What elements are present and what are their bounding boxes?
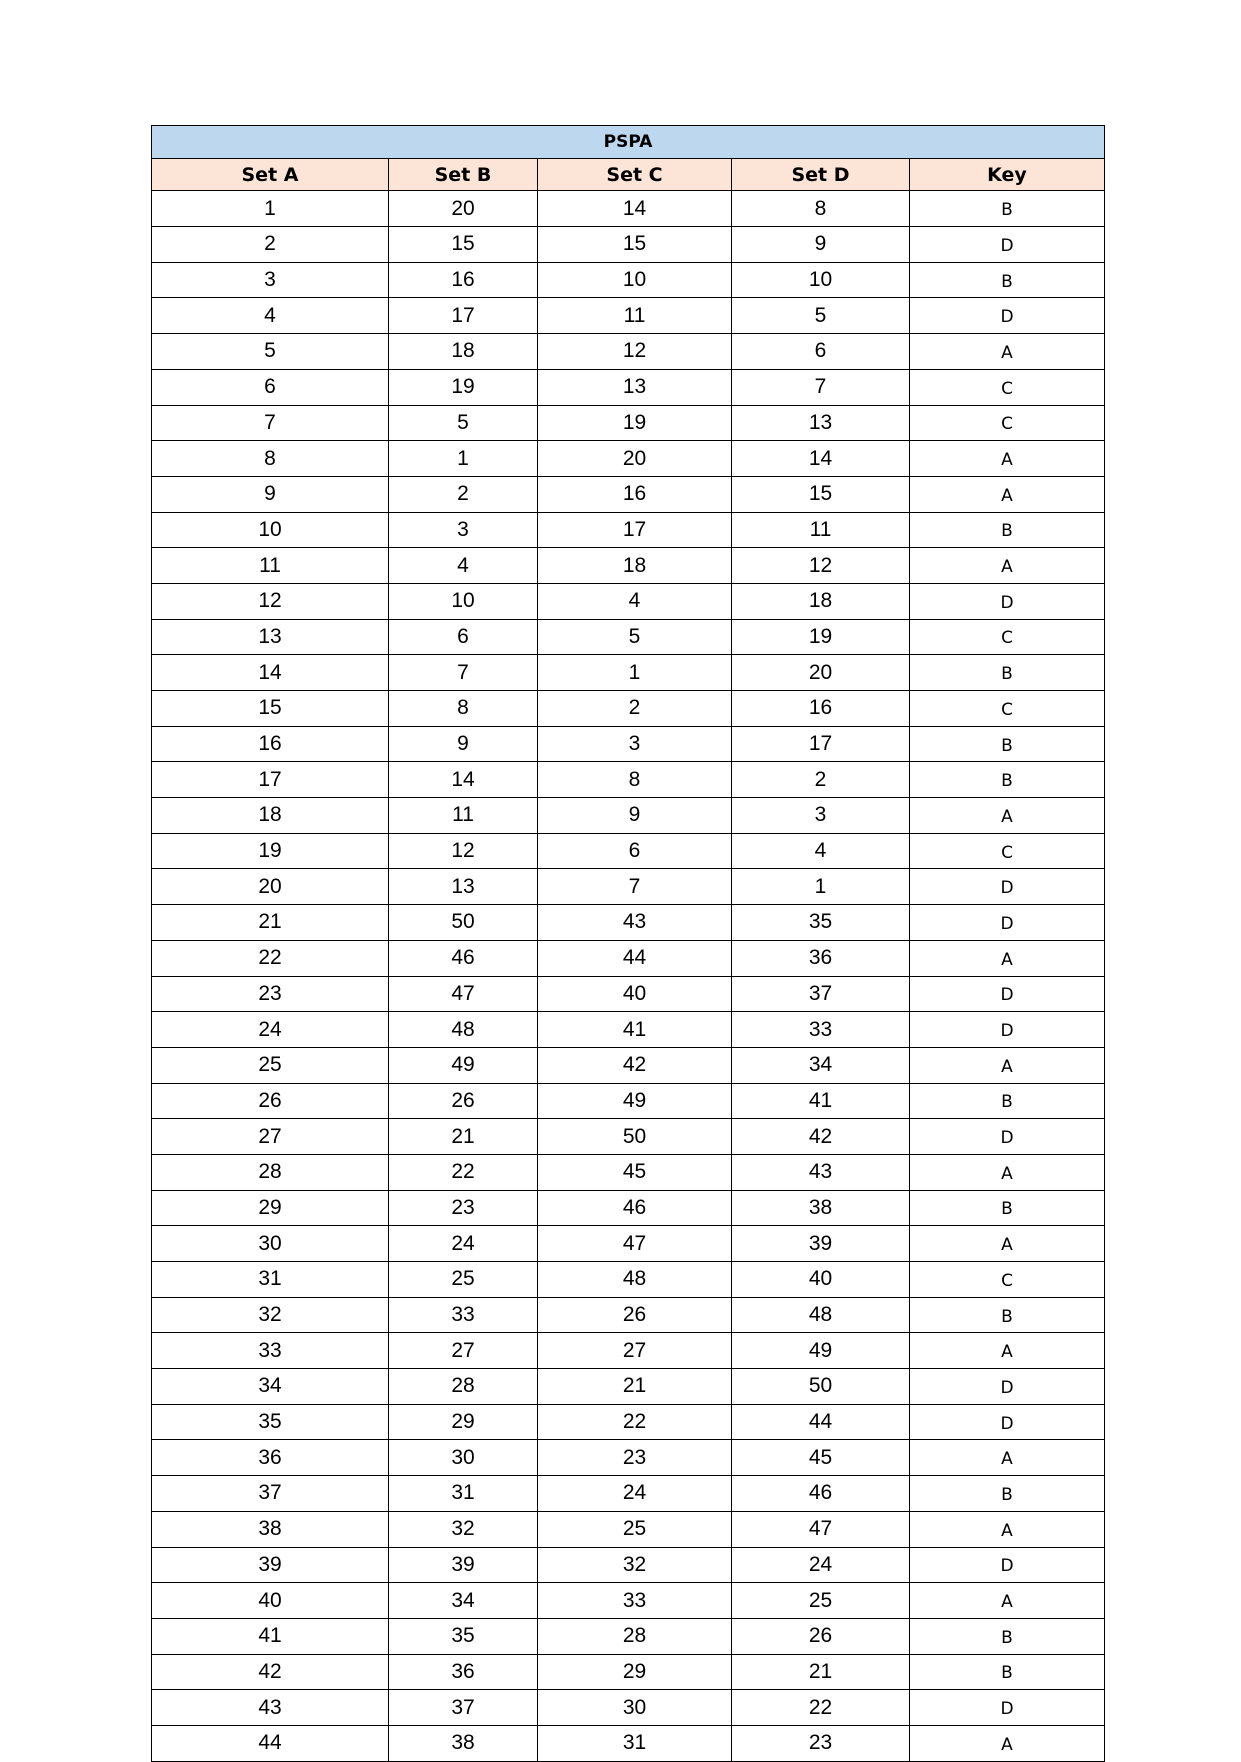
key-cell: C	[910, 619, 1105, 655]
table-row	[152, 1226, 1105, 1262]
table-row	[152, 762, 1105, 798]
set-d-cell: 35	[732, 905, 910, 941]
table-row	[152, 1047, 1105, 1083]
key-cell: C	[910, 405, 1105, 441]
table-row	[152, 1690, 1105, 1726]
set-a-cell: 5	[152, 334, 389, 370]
set-b-cell: 14	[389, 762, 538, 798]
set-c-cell: 18	[538, 548, 732, 584]
set-c-cell: 45	[538, 1154, 732, 1190]
set-a-cell: 37	[152, 1476, 389, 1512]
set-b-cell: 16	[389, 262, 538, 298]
table-row	[152, 405, 1105, 441]
table-row	[152, 1583, 1105, 1619]
set-a-cell: 6	[152, 369, 389, 405]
set-a-cell: 43	[152, 1690, 389, 1726]
set-b-cell: 26	[389, 1083, 538, 1119]
key-cell: B	[910, 1190, 1105, 1226]
set-d-cell: 41	[732, 1083, 910, 1119]
key-cell: D	[910, 298, 1105, 334]
table-row	[152, 1547, 1105, 1583]
key-cell: B	[910, 1654, 1105, 1690]
set-a-cell: 41	[152, 1618, 389, 1654]
key-cell: B	[910, 655, 1105, 691]
table-row	[152, 976, 1105, 1012]
title-row	[152, 126, 1105, 159]
set-c-cell: 46	[538, 1190, 732, 1226]
set-b-cell: 49	[389, 1047, 538, 1083]
set-d-cell: 34	[732, 1047, 910, 1083]
set-b-cell: 22	[389, 1154, 538, 1190]
set-a-cell: 9	[152, 476, 389, 512]
set-c-cell: 20	[538, 441, 732, 477]
table-row	[152, 1654, 1105, 1690]
set-b-cell: 27	[389, 1333, 538, 1369]
set-d-cell: 16	[732, 691, 910, 727]
set-d-cell: 9	[732, 227, 910, 263]
key-cell: A	[910, 1226, 1105, 1262]
key-cell: C	[910, 369, 1105, 405]
set-b-cell: 33	[389, 1297, 538, 1333]
key-cell: D	[910, 1404, 1105, 1440]
table-row	[152, 1297, 1105, 1333]
set-d-cell: 36	[732, 940, 910, 976]
table-row	[152, 726, 1105, 762]
set-b-cell: 46	[389, 940, 538, 976]
set-d-cell: 25	[732, 1583, 910, 1619]
set-c-cell: 31	[538, 1725, 732, 1761]
column-header-set-a: Set A	[152, 158, 389, 191]
set-c-cell: 11	[538, 298, 732, 334]
set-a-cell: 34	[152, 1369, 389, 1405]
key-cell: B	[910, 762, 1105, 798]
set-a-cell: 15	[152, 691, 389, 727]
set-c-cell: 48	[538, 1262, 732, 1298]
set-b-cell: 31	[389, 1476, 538, 1512]
set-b-cell: 6	[389, 619, 538, 655]
set-c-cell: 47	[538, 1226, 732, 1262]
table-row	[152, 905, 1105, 941]
table-row	[152, 583, 1105, 619]
key-cell: A	[910, 1333, 1105, 1369]
key-cell: B	[910, 1083, 1105, 1119]
set-b-cell: 32	[389, 1511, 538, 1547]
set-c-cell: 6	[538, 833, 732, 869]
table-row	[152, 940, 1105, 976]
table-row	[152, 1012, 1105, 1048]
set-c-cell: 44	[538, 940, 732, 976]
set-a-cell: 12	[152, 583, 389, 619]
set-b-cell: 19	[389, 369, 538, 405]
set-c-cell: 7	[538, 869, 732, 905]
set-c-cell: 28	[538, 1618, 732, 1654]
set-b-cell: 8	[389, 691, 538, 727]
key-cell: B	[910, 262, 1105, 298]
column-header-set-d: Set D	[732, 158, 910, 191]
set-c-cell: 23	[538, 1440, 732, 1476]
set-b-cell: 12	[389, 833, 538, 869]
key-cell: A	[910, 334, 1105, 370]
set-d-cell: 50	[732, 1369, 910, 1405]
set-a-cell: 23	[152, 976, 389, 1012]
set-b-cell: 7	[389, 655, 538, 691]
table-title: PSPA	[152, 126, 1105, 159]
set-a-cell: 22	[152, 940, 389, 976]
set-d-cell: 22	[732, 1690, 910, 1726]
set-a-cell: 35	[152, 1404, 389, 1440]
set-d-cell: 17	[732, 726, 910, 762]
set-d-cell: 48	[732, 1297, 910, 1333]
set-a-cell: 30	[152, 1226, 389, 1262]
set-b-cell: 4	[389, 548, 538, 584]
set-b-cell: 30	[389, 1440, 538, 1476]
set-d-cell: 37	[732, 976, 910, 1012]
set-b-cell: 35	[389, 1618, 538, 1654]
key-cell: C	[910, 1262, 1105, 1298]
set-b-cell: 24	[389, 1226, 538, 1262]
set-d-cell: 23	[732, 1725, 910, 1761]
set-b-cell: 38	[389, 1725, 538, 1761]
set-c-cell: 27	[538, 1333, 732, 1369]
set-a-cell: 18	[152, 798, 389, 834]
table-row	[152, 1440, 1105, 1476]
key-cell: A	[910, 1154, 1105, 1190]
set-c-cell: 42	[538, 1047, 732, 1083]
set-b-cell: 13	[389, 869, 538, 905]
set-b-cell: 29	[389, 1404, 538, 1440]
set-c-cell: 21	[538, 1369, 732, 1405]
table-row	[152, 1404, 1105, 1440]
set-d-cell: 20	[732, 655, 910, 691]
set-c-cell: 50	[538, 1119, 732, 1155]
set-a-cell: 26	[152, 1083, 389, 1119]
key-cell: A	[910, 1047, 1105, 1083]
key-cell: A	[910, 1725, 1105, 1761]
key-cell: D	[910, 1119, 1105, 1155]
table-row	[152, 548, 1105, 584]
set-b-cell: 23	[389, 1190, 538, 1226]
set-c-cell: 12	[538, 334, 732, 370]
set-d-cell: 1	[732, 869, 910, 905]
set-a-cell: 40	[152, 1583, 389, 1619]
table-row	[152, 512, 1105, 548]
set-c-cell: 19	[538, 405, 732, 441]
set-b-cell: 11	[389, 798, 538, 834]
set-b-cell: 50	[389, 905, 538, 941]
set-c-cell: 13	[538, 369, 732, 405]
key-cell: A	[910, 548, 1105, 584]
set-d-cell: 49	[732, 1333, 910, 1369]
table-row	[152, 476, 1105, 512]
set-d-cell: 44	[732, 1404, 910, 1440]
set-b-cell: 34	[389, 1583, 538, 1619]
table-row	[152, 1369, 1105, 1405]
set-d-cell: 24	[732, 1547, 910, 1583]
key-cell: B	[910, 191, 1105, 227]
set-b-cell: 28	[389, 1369, 538, 1405]
set-c-cell: 24	[538, 1476, 732, 1512]
key-cell: A	[910, 1583, 1105, 1619]
table-row	[152, 334, 1105, 370]
set-d-cell: 6	[732, 334, 910, 370]
set-c-cell: 26	[538, 1297, 732, 1333]
set-a-cell: 29	[152, 1190, 389, 1226]
table-row	[152, 1725, 1105, 1761]
set-c-cell: 41	[538, 1012, 732, 1048]
set-d-cell: 12	[732, 548, 910, 584]
set-b-cell: 20	[389, 191, 538, 227]
set-c-cell: 17	[538, 512, 732, 548]
set-a-cell: 21	[152, 905, 389, 941]
key-cell: C	[910, 833, 1105, 869]
set-d-cell: 43	[732, 1154, 910, 1190]
set-a-cell: 42	[152, 1654, 389, 1690]
table-row	[152, 298, 1105, 334]
answer-key-table	[151, 125, 1105, 1762]
set-a-cell: 19	[152, 833, 389, 869]
set-a-cell: 25	[152, 1047, 389, 1083]
set-b-cell: 48	[389, 1012, 538, 1048]
set-d-cell: 3	[732, 798, 910, 834]
set-c-cell: 29	[538, 1654, 732, 1690]
set-a-cell: 31	[152, 1262, 389, 1298]
set-a-cell: 13	[152, 619, 389, 655]
key-cell: A	[910, 476, 1105, 512]
set-a-cell: 7	[152, 405, 389, 441]
key-cell: A	[910, 940, 1105, 976]
set-a-cell: 10	[152, 512, 389, 548]
table-row	[152, 227, 1105, 263]
set-a-cell: 3	[152, 262, 389, 298]
set-d-cell: 10	[732, 262, 910, 298]
key-cell: D	[910, 583, 1105, 619]
set-c-cell: 4	[538, 583, 732, 619]
table-row	[152, 619, 1105, 655]
set-c-cell: 22	[538, 1404, 732, 1440]
table-row	[152, 441, 1105, 477]
set-b-cell: 2	[389, 476, 538, 512]
table-row	[152, 1083, 1105, 1119]
key-cell: B	[910, 1476, 1105, 1512]
set-d-cell: 40	[732, 1262, 910, 1298]
table-row	[152, 691, 1105, 727]
set-b-cell: 3	[389, 512, 538, 548]
set-a-cell: 14	[152, 655, 389, 691]
key-cell: D	[910, 905, 1105, 941]
set-d-cell: 33	[732, 1012, 910, 1048]
set-b-cell: 5	[389, 405, 538, 441]
column-header-set-b: Set B	[389, 158, 538, 191]
set-a-cell: 4	[152, 298, 389, 334]
set-c-cell: 8	[538, 762, 732, 798]
set-c-cell: 3	[538, 726, 732, 762]
set-d-cell: 26	[732, 1618, 910, 1654]
set-b-cell: 10	[389, 583, 538, 619]
set-c-cell: 5	[538, 619, 732, 655]
set-c-cell: 30	[538, 1690, 732, 1726]
set-d-cell: 19	[732, 619, 910, 655]
table-row	[152, 262, 1105, 298]
set-d-cell: 47	[732, 1511, 910, 1547]
set-d-cell: 2	[732, 762, 910, 798]
set-a-cell: 36	[152, 1440, 389, 1476]
key-cell: B	[910, 1297, 1105, 1333]
key-cell: D	[910, 227, 1105, 263]
key-cell: A	[910, 798, 1105, 834]
set-d-cell: 5	[732, 298, 910, 334]
column-header-set-c: Set C	[538, 158, 732, 191]
set-b-cell: 15	[389, 227, 538, 263]
set-d-cell: 13	[732, 405, 910, 441]
set-d-cell: 18	[732, 583, 910, 619]
set-c-cell: 9	[538, 798, 732, 834]
set-d-cell: 14	[732, 441, 910, 477]
key-cell: D	[910, 1690, 1105, 1726]
set-c-cell: 15	[538, 227, 732, 263]
column-header-key: Key	[910, 158, 1105, 191]
set-a-cell: 16	[152, 726, 389, 762]
set-c-cell: 43	[538, 905, 732, 941]
table-row	[152, 1476, 1105, 1512]
set-a-cell: 17	[152, 762, 389, 798]
set-a-cell: 27	[152, 1119, 389, 1155]
set-a-cell: 8	[152, 441, 389, 477]
key-cell: B	[910, 512, 1105, 548]
key-cell: D	[910, 1012, 1105, 1048]
set-b-cell: 47	[389, 976, 538, 1012]
set-d-cell: 39	[732, 1226, 910, 1262]
table-row	[152, 833, 1105, 869]
key-cell: C	[910, 691, 1105, 727]
set-a-cell: 11	[152, 548, 389, 584]
key-cell: D	[910, 1369, 1105, 1405]
table-row	[152, 1262, 1105, 1298]
key-cell: B	[910, 1618, 1105, 1654]
table-row	[152, 1333, 1105, 1369]
set-a-cell: 44	[152, 1725, 389, 1761]
set-d-cell: 8	[732, 191, 910, 227]
set-c-cell: 40	[538, 976, 732, 1012]
set-b-cell: 39	[389, 1547, 538, 1583]
set-a-cell: 32	[152, 1297, 389, 1333]
table-body	[152, 191, 1105, 1761]
set-a-cell: 28	[152, 1154, 389, 1190]
set-a-cell: 24	[152, 1012, 389, 1048]
table-row	[152, 1618, 1105, 1654]
set-c-cell: 25	[538, 1511, 732, 1547]
set-b-cell: 18	[389, 334, 538, 370]
set-b-cell: 36	[389, 1654, 538, 1690]
table-row	[152, 798, 1105, 834]
table-row	[152, 1190, 1105, 1226]
set-a-cell: 1	[152, 191, 389, 227]
set-a-cell: 20	[152, 869, 389, 905]
set-b-cell: 25	[389, 1262, 538, 1298]
table-row	[152, 1119, 1105, 1155]
key-cell: D	[910, 1547, 1105, 1583]
set-c-cell: 32	[538, 1547, 732, 1583]
set-d-cell: 42	[732, 1119, 910, 1155]
table-row	[152, 655, 1105, 691]
key-cell: A	[910, 1511, 1105, 1547]
key-cell: A	[910, 441, 1105, 477]
set-c-cell: 33	[538, 1583, 732, 1619]
set-b-cell: 17	[389, 298, 538, 334]
key-cell: A	[910, 1440, 1105, 1476]
set-a-cell: 2	[152, 227, 389, 263]
set-c-cell: 49	[538, 1083, 732, 1119]
key-cell: D	[910, 869, 1105, 905]
set-d-cell: 45	[732, 1440, 910, 1476]
table-row	[152, 869, 1105, 905]
set-c-cell: 10	[538, 262, 732, 298]
set-d-cell: 7	[732, 369, 910, 405]
key-cell: D	[910, 976, 1105, 1012]
table-row	[152, 369, 1105, 405]
set-a-cell: 33	[152, 1333, 389, 1369]
table-row	[152, 191, 1105, 227]
set-a-cell: 39	[152, 1547, 389, 1583]
set-a-cell: 38	[152, 1511, 389, 1547]
set-c-cell: 16	[538, 476, 732, 512]
set-c-cell: 2	[538, 691, 732, 727]
table-row	[152, 1154, 1105, 1190]
header-row	[152, 158, 1105, 191]
set-d-cell: 38	[732, 1190, 910, 1226]
set-d-cell: 15	[732, 476, 910, 512]
set-b-cell: 9	[389, 726, 538, 762]
set-c-cell: 14	[538, 191, 732, 227]
set-d-cell: 21	[732, 1654, 910, 1690]
table-row	[152, 1511, 1105, 1547]
set-d-cell: 46	[732, 1476, 910, 1512]
set-b-cell: 1	[389, 441, 538, 477]
set-b-cell: 21	[389, 1119, 538, 1155]
key-cell: B	[910, 726, 1105, 762]
set-b-cell: 37	[389, 1690, 538, 1726]
set-d-cell: 4	[732, 833, 910, 869]
set-d-cell: 11	[732, 512, 910, 548]
set-c-cell: 1	[538, 655, 732, 691]
